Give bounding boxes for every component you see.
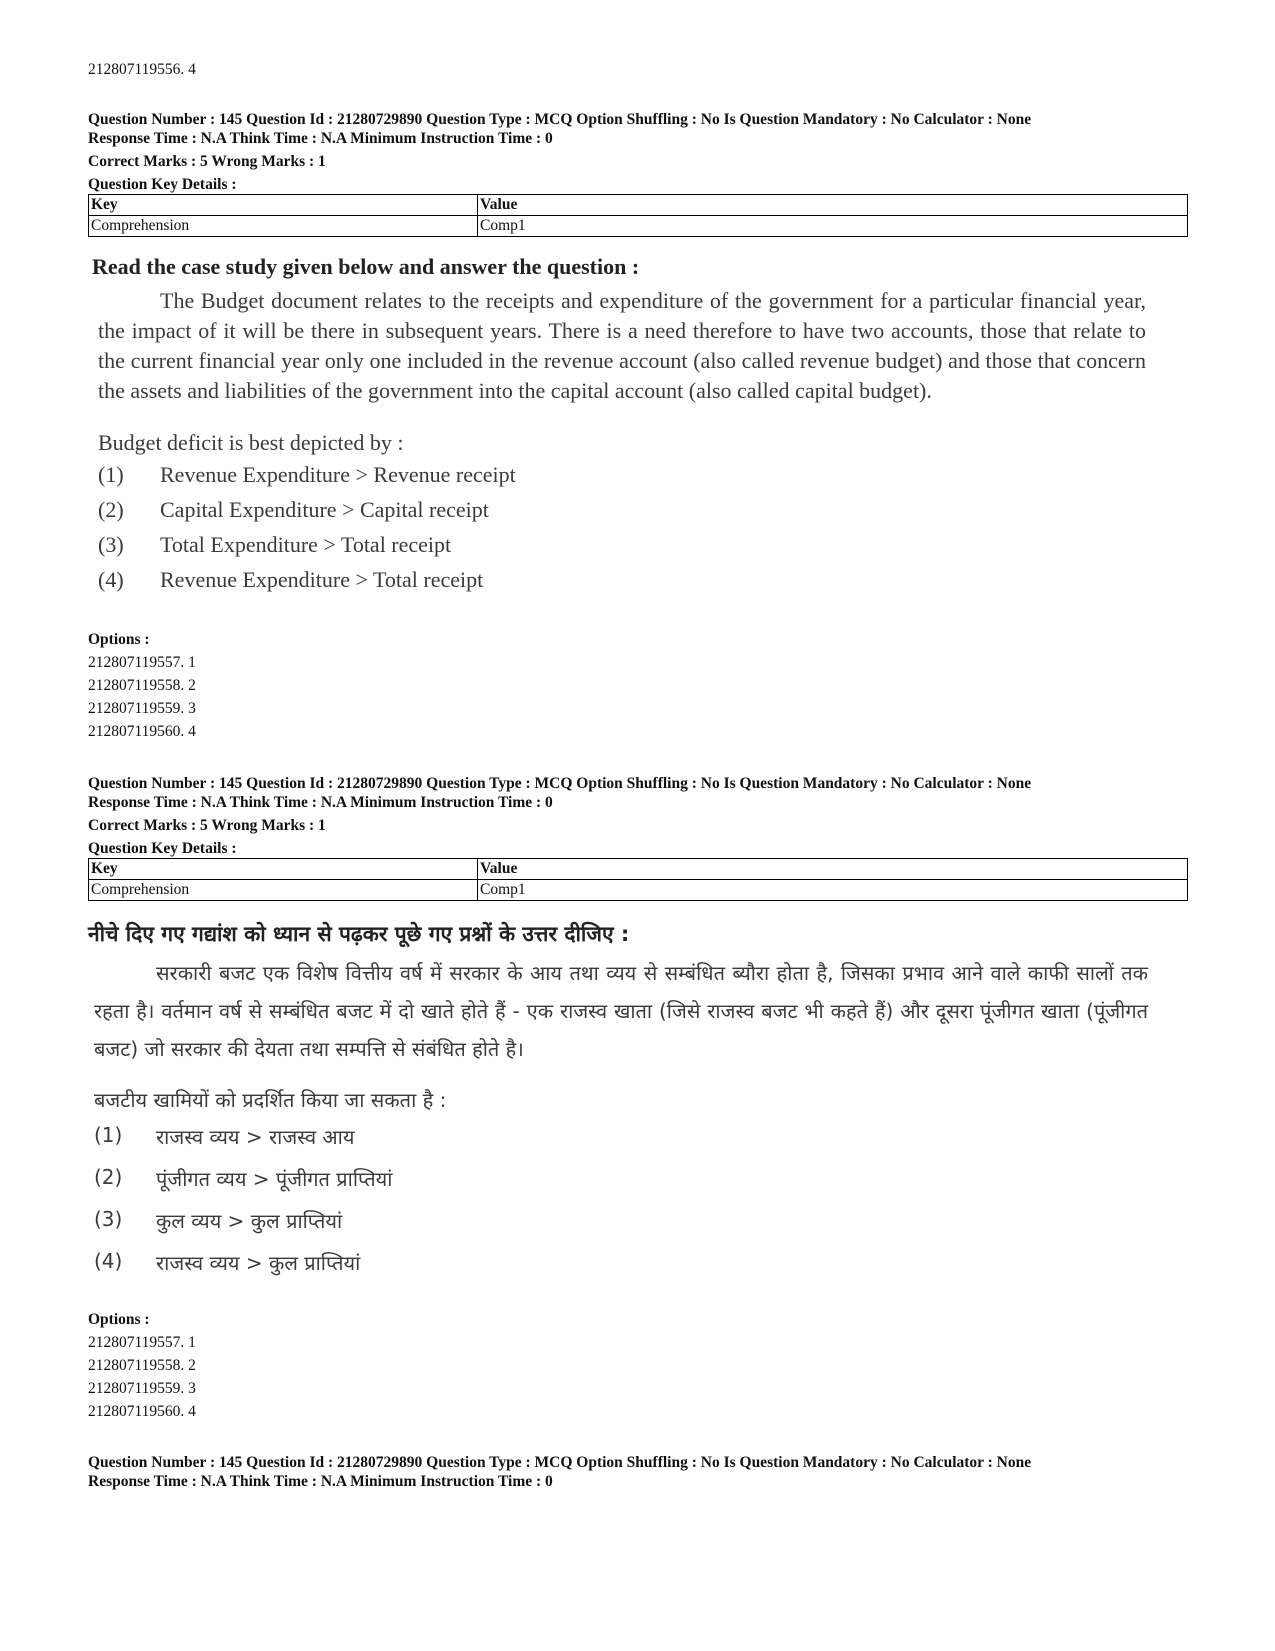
question-block-next (88, 1453, 1188, 1491)
question-meta-line1: Question Number : 145 Question Id : 21280729890 Question Type : MCQ Option Shuffling : No Is Question Mandatory : No Calculator : None (88, 111, 1032, 128)
question-block-english (88, 110, 1188, 237)
choice-number: (2) (94, 1165, 123, 1189)
choice-number: (3) (98, 532, 124, 557)
choice-text: पूंजीगत व्यय > पूंजीगत प्राप्तियां (156, 1167, 393, 1191)
question-meta-line1: Question Number : 145 Question Id : 21280729890 Question Type : MCQ Option Shuffling : No Is Question Mandatory : No Calculator : None (88, 1454, 1032, 1471)
question-stem: बजटीय खामियों को प्रदर्शित किया जा सकता है : (94, 1088, 447, 1112)
choice-item (98, 532, 1146, 567)
key-cell: Comprehension (89, 880, 478, 901)
question-block-hindi (88, 774, 1188, 901)
choice-text: कुल व्यय > कुल प्राप्तियां (156, 1209, 343, 1233)
choice-number: (1) (94, 1123, 123, 1147)
choice-item (94, 1165, 1148, 1207)
choice-text: Capital Expenditure > Capital receipt (160, 497, 489, 522)
table-row (89, 216, 1188, 237)
choice-number: (4) (98, 567, 124, 592)
key-cell: Comprehension (89, 216, 478, 237)
choice-item (94, 1207, 1148, 1249)
option-line: 212807119559. 3 (88, 700, 196, 717)
question-meta-line1: Question Number : 145 Question Id : 21280729890 Question Type : MCQ Option Shuffling : No Is Question Mandatory : No Calculator : None (88, 775, 1032, 792)
options-label: Options : (88, 1311, 150, 1328)
choice-text: Revenue Expenditure > Revenue receipt (160, 462, 516, 487)
key-details-table (88, 194, 1188, 237)
choice-text: Total Expenditure > Total receipt (160, 532, 452, 557)
question-content-hindi (88, 920, 1148, 1291)
key-header-cell: Key (89, 859, 478, 880)
key-details-label: Question Key Details : (88, 176, 237, 193)
option-line: 212807119560. 4 (88, 723, 196, 740)
choice-item (98, 567, 1146, 602)
question-content-english (92, 254, 1146, 602)
value-cell: Comp1 (478, 880, 1188, 901)
value-header-cell: Value (478, 859, 1188, 880)
key-details-label: Question Key Details : (88, 840, 237, 857)
options-label: Options : (88, 631, 150, 648)
choice-number: (2) (98, 497, 124, 522)
choice-item (98, 497, 1146, 532)
option-line: 212807119558. 2 (88, 1357, 196, 1374)
choice-number: (1) (98, 462, 124, 487)
table-row (89, 880, 1188, 901)
question-meta-line2: Response Time : N.A Think Time : N.A Minimum Instruction Time : 0 (88, 130, 553, 147)
case-study-heading: Read the case study given below and answer the question : (92, 254, 640, 279)
table-header-row (89, 195, 1188, 216)
value-cell: Comp1 (478, 216, 1188, 237)
choice-text: राजस्व व्यय > राजस्व आय (156, 1125, 355, 1149)
choice-number: (4) (94, 1249, 123, 1273)
choice-item (94, 1249, 1148, 1291)
options-list-hindi (88, 1308, 1188, 1423)
case-study-passage: The Budget document relates to the receipts and expenditure of the government for a particular financial year, the impact of it will be there in subsequent years. There is a need therefore to have two accounts, those that relate to the current financial year only one included in the revenue account (also called revenue budget) and those that concern the assets and liabilities of the government into the capital account (also called capital budget). (98, 288, 1146, 403)
value-header-cell: Value (478, 195, 1188, 216)
choice-item (98, 462, 1146, 497)
choice-number: (3) (94, 1207, 123, 1231)
option-line: 212807119558. 2 (88, 677, 196, 694)
option-line: 212807119557. 1 (88, 1334, 196, 1351)
choice-item (94, 1123, 1148, 1165)
option-line: 212807119560. 4 (88, 1403, 196, 1420)
case-study-heading: नीचे दिए गए गद्यांश को ध्यान से पढ़कर पूछे गए प्रश्नों के उत्तर दीजिए : (88, 922, 630, 946)
key-header-cell: Key (89, 195, 478, 216)
choice-text: राजस्व व्यय > कुल प्राप्तियां (156, 1251, 361, 1275)
question-meta-line2: Response Time : N.A Think Time : N.A Minimum Instruction Time : 0 (88, 1473, 553, 1490)
option-line: 212807119559. 3 (88, 1380, 196, 1397)
marks-line: Correct Marks : 5 Wrong Marks : 1 (88, 153, 326, 170)
question-stem: Budget deficit is best depicted by : (98, 430, 404, 455)
previous-option-line: 212807119556. 4 (88, 61, 196, 78)
marks-line: Correct Marks : 5 Wrong Marks : 1 (88, 817, 326, 834)
question-meta-line2: Response Time : N.A Think Time : N.A Minimum Instruction Time : 0 (88, 794, 553, 811)
key-details-table (88, 858, 1188, 901)
choice-text: Revenue Expenditure > Total receipt (160, 567, 484, 592)
case-study-passage: सरकारी बजट एक विशेष वित्तीय वर्ष में सरकार के आय तथा व्यय से सम्बंधित ब्यौरा होता है, जिसका प्रभाव आने वाले काफी सालों तक रहता है। वर्तमान वर्ष से सम्बंधित बजट में दो खाते होते हैं - एक राजस्व खाता (जिसे राजस्व बजट भी कहते हैं) और दूसरा पूंजीगत खाता (पूंजीगत बजट) जो सरकार की देयता तथा सम्पत्ति से संबंधित होते है। (94, 961, 1148, 1061)
table-header-row (89, 859, 1188, 880)
option-line: 212807119557. 1 (88, 654, 196, 671)
options-list-english (88, 628, 1188, 743)
